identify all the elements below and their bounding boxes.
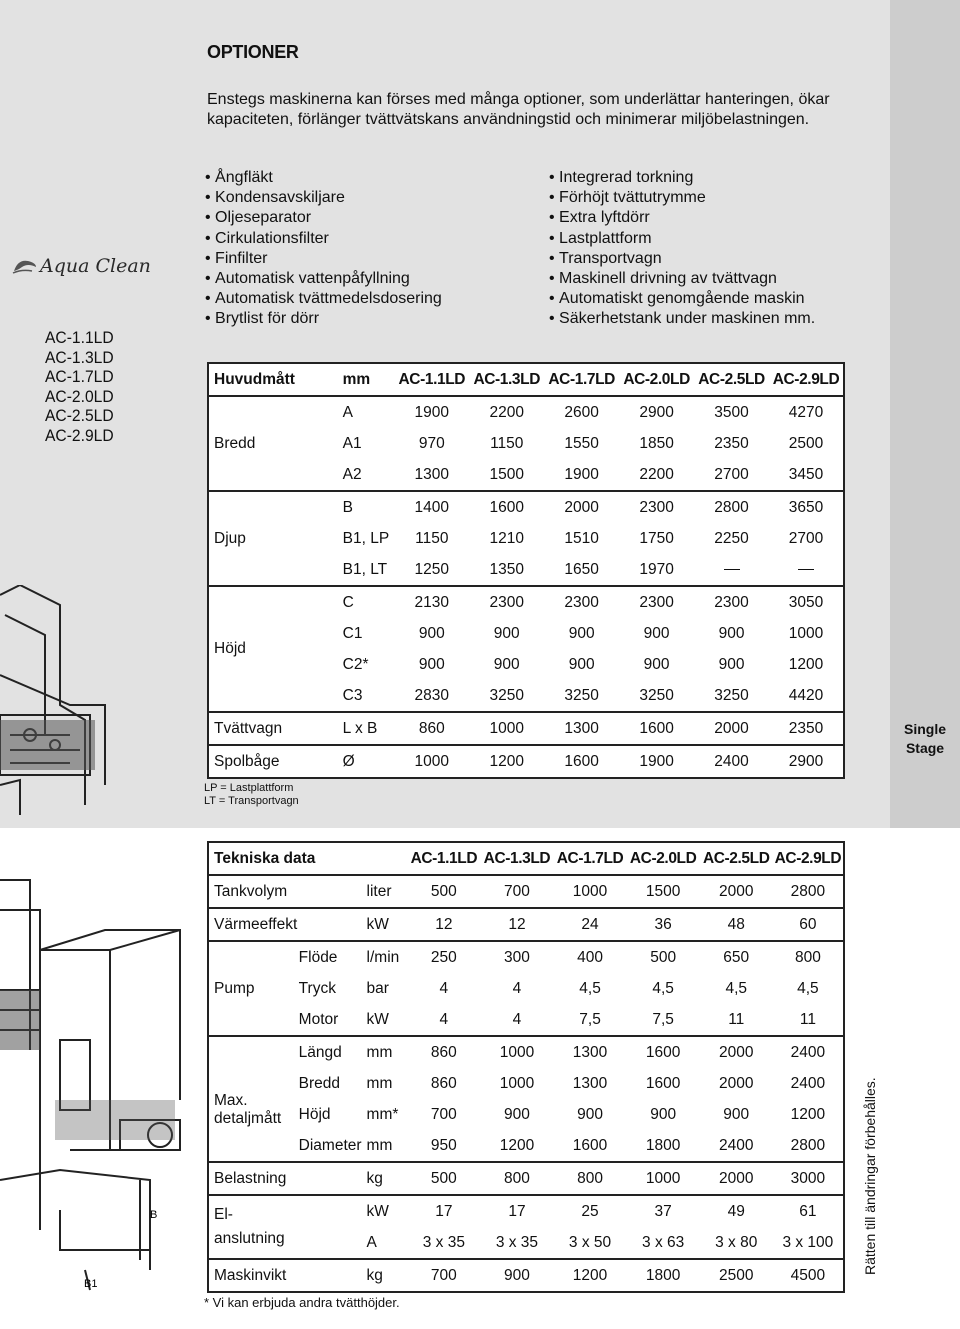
sub-label: Längd <box>298 1043 342 1061</box>
table-cell: 500 <box>430 882 457 900</box>
sub-label: A2 <box>342 465 362 483</box>
table-cell: 1300 <box>572 1043 608 1061</box>
model-name: AC-2.5LD <box>45 406 114 426</box>
dimensions-header: Huvudmått <box>208 363 338 396</box>
group-label: Bredd <box>214 434 256 452</box>
sub-label: C1 <box>342 624 363 642</box>
not-available-cell <box>769 554 844 586</box>
sub-label: A <box>342 403 353 421</box>
unit-label: l/min <box>366 948 400 966</box>
model-list <box>45 328 114 446</box>
table-cell: 900 <box>723 1105 750 1123</box>
sub-label: C3 <box>342 686 363 704</box>
table-cell: 3450 <box>788 465 824 483</box>
group-spolbage <box>208 745 844 778</box>
table-cell: 2350 <box>714 434 749 452</box>
table-cell: 800 <box>504 1169 530 1187</box>
option-item: • Kondensavskiljare <box>205 188 442 208</box>
table-cell: 2000 <box>718 1043 754 1061</box>
intro-text: Enstegs maskinerna kan förses med många optioner, som underlättar hanteringen, ökar kapaciteten, förlänger tvättvätskans användningstid och minimerar miljöbelastningen. <box>207 91 830 128</box>
model-column-header: AC-2.5LD <box>700 842 773 875</box>
sub-label: A1 <box>342 434 362 452</box>
table-cell: 61 <box>799 1202 817 1220</box>
sub-label: Motor <box>298 1010 339 1028</box>
option-item: • Förhöjt tvättutrymme <box>549 188 815 208</box>
abbreviation-notes <box>204 782 299 808</box>
table-cell: 2000 <box>718 1169 754 1187</box>
group-tvattvagn <box>208 712 844 745</box>
table-row <box>208 1130 844 1162</box>
unit-label: kW <box>366 1202 389 1220</box>
group-label-line: anslutning <box>214 1230 285 1247</box>
group-pump <box>208 941 844 1036</box>
unit-label: kg <box>366 1169 383 1187</box>
table-cell: 2200 <box>489 403 524 421</box>
option-item: • Oljeseparator <box>205 208 442 228</box>
model-column-header: AC-2.0LD <box>627 842 700 875</box>
table-cell: 1000 <box>645 1169 681 1187</box>
table-cell: 2000 <box>718 882 754 900</box>
table-cell: 17 <box>508 1202 526 1220</box>
table-cell: 2300 <box>489 593 524 611</box>
table-row <box>208 745 844 778</box>
table-cell: 1200 <box>499 1136 535 1154</box>
table-cell: 860 <box>430 1074 457 1092</box>
tech-header-row <box>208 842 844 875</box>
sub-label: Bredd <box>298 1074 341 1092</box>
table-row <box>208 1036 844 1068</box>
table-cell: 300 <box>504 948 530 966</box>
group-maskinvikt <box>208 1259 844 1292</box>
option-item: • Automatisk vattenpåfyllning <box>205 269 442 289</box>
table-cell: 7,5 <box>579 1010 601 1028</box>
table-row <box>208 1099 844 1130</box>
table-cell: 1550 <box>564 434 599 452</box>
table-cell: 2400 <box>790 1074 826 1092</box>
table-cell: 400 <box>577 948 603 966</box>
table-cell: 500 <box>650 948 677 966</box>
table-cell: 2830 <box>414 686 450 704</box>
table-cell: 250 <box>430 948 457 966</box>
table-cell: 2400 <box>790 1043 826 1061</box>
table-cell: 1400 <box>414 498 450 516</box>
table-cell: 1200 <box>572 1266 608 1284</box>
sub-label: B <box>342 498 353 516</box>
unit-label: kg <box>366 1266 383 1284</box>
row-label: Tankvolym <box>214 882 288 900</box>
table-cell: 2600 <box>564 403 599 421</box>
table-row <box>208 586 844 618</box>
table-cell: 4270 <box>788 403 824 421</box>
disclaimer-rotated: Rätten till ändringar förbehålles. <box>862 1077 878 1275</box>
group-label-line: Max. <box>214 1092 248 1109</box>
table-cell: 900 <box>568 624 595 642</box>
table-cell: 1000 <box>572 882 608 900</box>
table-cell: 800 <box>577 1169 603 1187</box>
table-cell: 2300 <box>714 593 749 611</box>
unit-label: mm <box>366 1043 393 1061</box>
table-cell: 2700 <box>714 465 749 483</box>
table-cell: 48 <box>727 915 745 933</box>
table-cell: 1900 <box>564 465 599 483</box>
option-item: • Finfilter <box>205 249 442 269</box>
unit-label: mm <box>366 1136 393 1154</box>
table-cell: 1900 <box>414 403 450 421</box>
table-cell: 3250 <box>639 686 674 704</box>
page-title: OPTIONER <box>207 42 299 62</box>
table-cell: 900 <box>568 655 595 673</box>
row-label: Belastning <box>214 1169 287 1187</box>
table-cell: 2400 <box>714 752 749 770</box>
sub-label: Flöde <box>298 948 338 966</box>
table-row <box>208 941 844 973</box>
unit-label: bar <box>366 979 389 997</box>
table-cell: 4420 <box>788 686 824 704</box>
model-name: AC-2.0LD <box>45 386 114 406</box>
table-cell: 2900 <box>639 403 674 421</box>
group-label: Pump <box>214 979 255 997</box>
table-cell: 3 x 63 <box>642 1233 685 1251</box>
table-cell: 1300 <box>414 465 450 483</box>
group-tankvolym <box>208 875 844 908</box>
option-item: • Säkerhetstank under maskinen mm. <box>549 309 815 329</box>
table-cell: 4500 <box>790 1266 826 1284</box>
table-cell: 1750 <box>639 529 674 547</box>
table-cell: 970 <box>418 434 445 452</box>
table-cell: 900 <box>577 1105 603 1123</box>
model-column-header: AC-1.3LD <box>469 363 544 396</box>
sub-label: B1, LP <box>342 529 390 547</box>
option-item: • Automatiskt genomgående maskin <box>549 289 815 309</box>
table-row <box>208 875 844 908</box>
table-cell: 1250 <box>414 560 450 578</box>
table-row <box>208 1068 844 1099</box>
table-cell: 1800 <box>645 1136 681 1154</box>
table-row <box>208 396 844 428</box>
row-label: Värmeeffekt <box>214 915 298 933</box>
table-cell: 3 x 35 <box>495 1233 539 1251</box>
unit-label: kW <box>366 915 389 933</box>
table-cell: 1510 <box>564 529 599 547</box>
table-cell: 1350 <box>489 560 524 578</box>
group-bredd <box>208 396 844 491</box>
table-cell: 3650 <box>788 498 824 516</box>
option-item: • Lastplattform <box>549 229 815 249</box>
table-cell: 24 <box>581 915 599 933</box>
sub-label: L x B <box>342 719 378 737</box>
table-cell: 860 <box>430 1043 457 1061</box>
table-cell: 1600 <box>639 719 674 737</box>
table-cell: 12 <box>508 915 526 933</box>
option-item: • Automatisk tvättmedelsdosering <box>205 289 442 309</box>
group-label <box>208 1195 362 1259</box>
option-item: • Brytlist för dörr <box>205 309 442 329</box>
note-line: LP = Lastplattform <box>204 782 294 794</box>
unit-label: mm* <box>366 1105 399 1123</box>
wave-icon <box>12 257 38 275</box>
model-name: AC-2.9LD <box>45 425 114 445</box>
table-row <box>208 1259 844 1292</box>
table-cell: 3 x 80 <box>715 1233 758 1251</box>
table-cell: 1300 <box>572 1074 608 1092</box>
note-line: LT = Transportvagn <box>204 795 299 807</box>
table-cell: 3250 <box>564 686 599 704</box>
group-label-line: El- <box>214 1206 233 1223</box>
table-cell: 1850 <box>639 434 674 452</box>
table-cell: 900 <box>650 1105 677 1123</box>
dimensions-table <box>207 362 845 779</box>
sub-label: B1, LT <box>342 560 388 578</box>
group-label: Höjd <box>214 640 246 657</box>
single-stage-tag: Single Stage <box>903 721 946 756</box>
option-item: • Extra lyftdörr <box>549 208 815 228</box>
table-cell: 900 <box>643 624 670 642</box>
table-cell: 2000 <box>718 1074 754 1092</box>
model-column-header: AC-2.0LD <box>619 363 694 396</box>
tech-header: Tekniska data <box>208 842 407 875</box>
table-cell: 900 <box>718 655 745 673</box>
table-cell: 3 x 100 <box>782 1233 834 1251</box>
table-cell: 1900 <box>639 752 674 770</box>
table-cell: 2500 <box>718 1266 754 1284</box>
table-cell: 700 <box>430 1105 457 1123</box>
option-item: • Maskinell drivning av tvättvagn <box>549 269 815 289</box>
table-cell: 800 <box>794 948 821 966</box>
table-cell: 4 <box>439 1010 449 1028</box>
table-cell: 900 <box>504 1266 530 1284</box>
table-cell: 900 <box>418 655 445 673</box>
table-cell: 1200 <box>790 1105 826 1123</box>
table-row <box>208 491 844 523</box>
table-cell: 17 <box>435 1202 453 1220</box>
unit-label: kW <box>366 1010 389 1028</box>
table-cell: 4 <box>439 979 449 997</box>
table-cell: 49 <box>727 1202 745 1220</box>
table-cell: 900 <box>504 1105 530 1123</box>
table-cell: 2300 <box>564 593 599 611</box>
option-item: • Integrerad torkning <box>549 168 815 188</box>
table-cell: 2800 <box>790 882 826 900</box>
sub-label: C2* <box>342 655 369 673</box>
table-cell: 860 <box>418 719 445 737</box>
table-cell: 1000 <box>489 719 524 737</box>
model-column-header: AC-2.9LD <box>769 363 844 396</box>
table-cell: 1000 <box>788 624 824 642</box>
model-column-header: AC-1.7LD <box>554 842 627 875</box>
footnote: * Vi kan erbjuda andra tvätthöjder. <box>204 1295 400 1310</box>
sub-label: Tryck <box>298 979 336 997</box>
table-cell: 1970 <box>639 560 674 578</box>
technical-data-table <box>207 841 845 1293</box>
option-item: • Ångfläkt <box>205 168 442 188</box>
table-cell: 2000 <box>714 719 749 737</box>
table-cell: 3000 <box>790 1169 826 1187</box>
table-cell: 7,5 <box>652 1010 674 1028</box>
table-cell: 3 x 35 <box>422 1233 465 1251</box>
group-label <box>208 1036 294 1162</box>
table-cell: 650 <box>723 948 750 966</box>
model-column-header: AC-1.3LD <box>480 842 553 875</box>
table-cell: 1200 <box>489 752 524 770</box>
options-list-right <box>549 168 815 330</box>
group-hojd <box>208 586 844 712</box>
table-cell: 700 <box>504 882 530 900</box>
unit-label: mm <box>366 1074 393 1092</box>
unit-label: A <box>366 1233 377 1251</box>
model-column-header: AC-2.9LD <box>773 842 844 875</box>
model-column-header: AC-2.5LD <box>694 363 769 396</box>
table-cell: 12 <box>435 915 453 933</box>
table-cell: 1000 <box>499 1043 535 1061</box>
table-cell: 2350 <box>788 719 824 737</box>
table-cell: 2500 <box>788 434 824 452</box>
table-cell: 1300 <box>564 719 599 737</box>
table-cell: 2800 <box>790 1136 826 1154</box>
sub-label: Ø <box>342 752 355 770</box>
group-label: Spolbåge <box>214 752 280 770</box>
table-cell: 3050 <box>788 593 824 611</box>
unit-header: mm <box>338 363 395 396</box>
table-cell: 3250 <box>489 686 524 704</box>
table-cell: 4,5 <box>652 979 674 997</box>
table-cell: 3 x 50 <box>568 1233 612 1251</box>
table-row <box>208 1162 844 1195</box>
table-row <box>208 712 844 745</box>
table-cell: 1000 <box>414 752 450 770</box>
table-cell: 1210 <box>489 529 524 547</box>
table-cell: 1650 <box>564 560 599 578</box>
table-cell: 1150 <box>490 434 524 452</box>
table-cell: 950 <box>430 1136 457 1154</box>
model-name: AC-1.1LD <box>45 328 114 347</box>
machine-drawing-top <box>0 585 110 825</box>
table-cell: 60 <box>799 915 817 933</box>
table-cell: 11 <box>799 1010 816 1028</box>
table-cell: 2800 <box>714 498 749 516</box>
table-cell: 37 <box>654 1202 672 1220</box>
sub-label: C <box>342 593 354 611</box>
table-row <box>208 1004 844 1036</box>
table-cell: 11 <box>728 1010 745 1028</box>
table-cell: 4,5 <box>797 979 819 997</box>
table-cell: 500 <box>430 1169 457 1187</box>
table-cell: 36 <box>654 915 672 933</box>
options-list-left <box>205 168 442 330</box>
table-cell: 1800 <box>645 1266 681 1284</box>
not-available-cell <box>694 554 769 586</box>
table-cell: 3500 <box>714 403 749 421</box>
row-label: Maskinvikt <box>214 1266 287 1284</box>
group-max-detaljmatt <box>208 1036 844 1162</box>
table-cell: 900 <box>643 655 670 673</box>
table-cell: 2000 <box>564 498 599 516</box>
table-cell: 1150 <box>415 529 449 547</box>
table-cell: 700 <box>430 1266 457 1284</box>
table-cell: 1600 <box>645 1074 681 1092</box>
sub-label: Höjd <box>298 1105 331 1123</box>
side-tab-background <box>890 0 960 828</box>
table-cell: 2900 <box>788 752 824 770</box>
sub-label: Diameter <box>298 1136 362 1154</box>
group-elanslutning <box>208 1195 844 1259</box>
group-label: Djup <box>214 529 246 547</box>
table-cell: 25 <box>581 1202 599 1220</box>
model-name: AC-1.3LD <box>45 347 114 367</box>
logo-text: Aqua Clean <box>40 255 151 277</box>
table-cell: 1200 <box>788 655 824 673</box>
table-cell: 1500 <box>645 882 681 900</box>
table-cell: 900 <box>493 624 520 642</box>
table-cell: 2700 <box>788 529 824 547</box>
table-cell: 900 <box>718 624 745 642</box>
group-varmeeffekt <box>208 908 844 941</box>
table-cell: 2130 <box>414 593 450 611</box>
machine-drawing-bottom <box>0 850 195 1310</box>
table-cell: 2300 <box>639 593 674 611</box>
table-cell: 4,5 <box>579 979 601 997</box>
drawing-label-b: B <box>150 1209 158 1221</box>
group-djup <box>208 491 844 586</box>
table-row <box>208 908 844 941</box>
drawing-label-b1: B1 <box>84 1278 98 1290</box>
table-cell: 900 <box>493 655 520 673</box>
table-cell: 1600 <box>564 752 599 770</box>
table-cell: 2200 <box>639 465 674 483</box>
table-cell: 900 <box>418 624 445 642</box>
table-cell: 2300 <box>639 498 674 516</box>
aqua-clean-logo <box>12 255 151 277</box>
table-cell: 1500 <box>489 465 524 483</box>
group-label-line: detaljmått <box>214 1110 282 1127</box>
table-cell: 3250 <box>714 686 749 704</box>
model-column-header: AC-1.1LD <box>394 363 469 396</box>
option-item: • Transportvagn <box>549 249 815 269</box>
option-item: • Cirkulationsfilter <box>205 229 442 249</box>
dimensions-header-row <box>208 363 844 396</box>
table-cell: 1600 <box>645 1043 681 1061</box>
table-cell: 2250 <box>714 529 749 547</box>
table-cell: 1000 <box>499 1074 535 1092</box>
table-cell: 1600 <box>572 1136 608 1154</box>
unit-label: liter <box>366 882 392 900</box>
model-column-header: AC-1.7LD <box>544 363 619 396</box>
table-cell: 2400 <box>718 1136 754 1154</box>
table-cell: 4,5 <box>725 979 748 997</box>
model-name: AC-1.7LD <box>45 367 114 387</box>
group-label: Tvättvagn <box>214 719 283 737</box>
table-cell: 4 <box>512 979 522 997</box>
table-cell: 1600 <box>489 498 524 516</box>
model-column-header: AC-1.1LD <box>407 842 480 875</box>
table-cell: 4 <box>512 1010 522 1028</box>
table-row <box>208 973 844 1004</box>
table-row <box>208 1195 844 1227</box>
group-belastning <box>208 1162 844 1195</box>
